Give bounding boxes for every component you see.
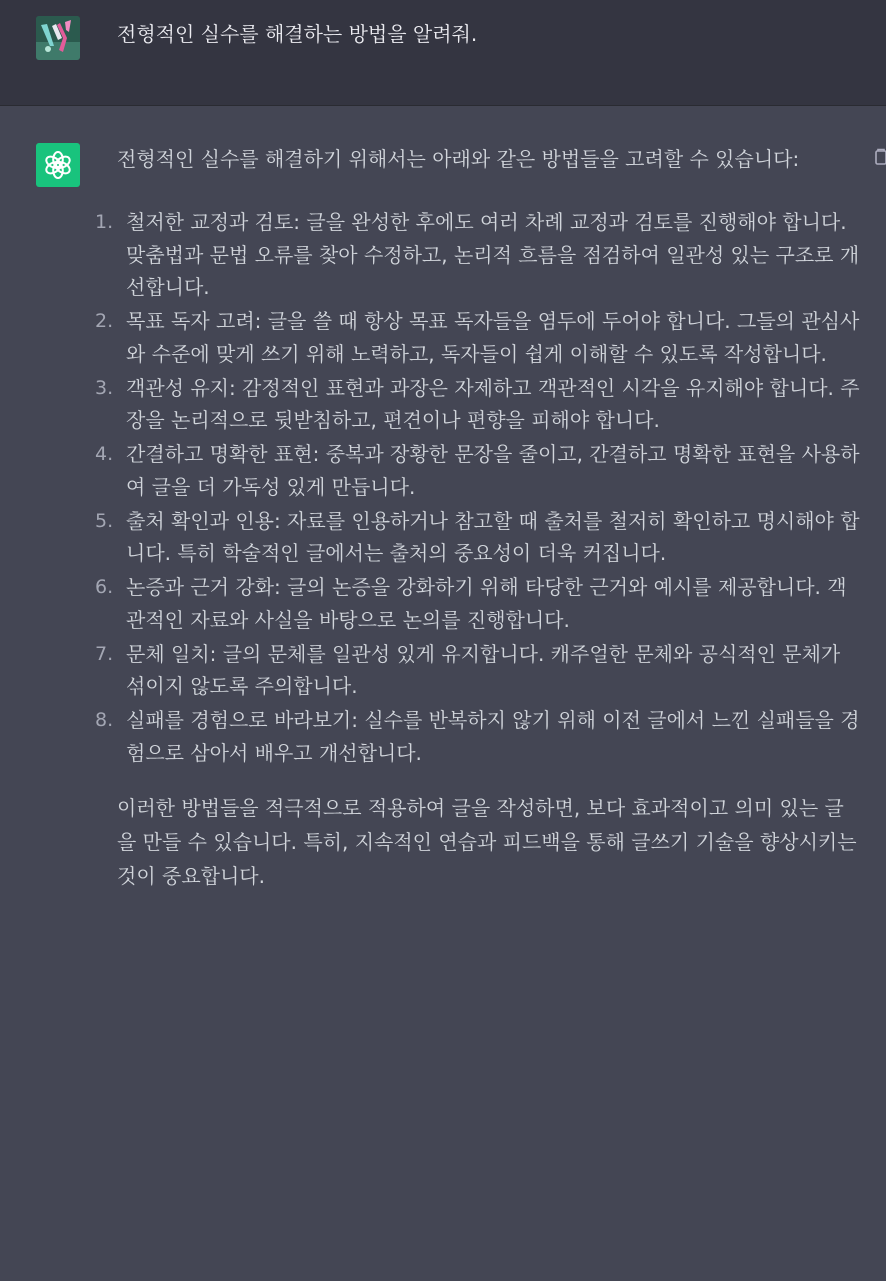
list-item: [95, 438, 862, 503]
list-item: [95, 372, 862, 437]
copy-icon[interactable]: [872, 148, 886, 166]
list-item-number: 2.: [95, 310, 114, 332]
user-message-row: [0, 0, 886, 106]
list-item-number: 4.: [95, 443, 114, 465]
list-item-text: 목표 독자 고려: 글을 쓸 때 항상 목표 독자들을 염두에 두어야 합니다. 그들의 관심사와 수준에 맞게 쓰기 위해 노력하고, 독자들이 쉽게 이해할 수 있도록 작성합니다.: [126, 309, 860, 366]
assistant-avatar: [36, 143, 80, 187]
list-item: [95, 638, 862, 703]
list-item-text: 논증과 근거 강화: 글의 논증을 강화하기 위해 타당한 근거와 예시를 제공합니다. 객관적인 자료와 사실을 바탕으로 논의를 진행합니다.: [126, 575, 847, 632]
assistant-intro-text: 전형적인 실수를 해결하기 위해서는 아래와 같은 방법들을 고려할 수 있습니다:: [117, 147, 800, 171]
list-item-text: 간결하고 명확한 표현: 중복과 장황한 문장을 줄이고, 간결하고 명확한 표현을 사용하여 글을 더 가독성 있게 만듭니다.: [126, 442, 860, 499]
list-item-text: 철저한 교정과 검토: 글을 완성한 후에도 여러 차례 교정과 검토를 진행해야 합니다. 맞춤법과 문법 오류를 찾아 수정하고, 논리적 흐름을 점검하여 일관성 있는 구조로 개선합니다.: [126, 210, 860, 299]
list-item: [95, 571, 862, 636]
assistant-message-content: [95, 143, 862, 893]
list-item-number: 7.: [95, 642, 114, 665]
list-item-number: 5.: [95, 509, 114, 532]
list-item-text: 객관성 유지: 감정적인 표현과 과장은 자제하고 객관적인 시각을 유지해야 합니다. 주장을 논리적으로 뒷받침하고, 편견이나 편향을 피해야 합니다.: [126, 375, 860, 432]
user-message-text: 전형적인 실수를 해결하는 방법을 알려줘.: [117, 22, 478, 46]
list-item-number: 3.: [95, 376, 114, 399]
user-avatar: [36, 16, 80, 60]
user-avatar-icon: [36, 16, 80, 60]
method-list: [95, 206, 862, 769]
list-item-number: 6.: [95, 576, 114, 598]
list-item: [95, 505, 862, 570]
list-item-text: 실패를 경험으로 바라보기: 실수를 반복하지 않기 위해 이전 글에서 느낀 실패들을 경험으로 삼아서 배우고 개선합니다.: [126, 708, 860, 765]
list-item: [95, 704, 862, 769]
list-item-number: 8.: [95, 709, 114, 731]
assistant-message-row: [0, 106, 886, 1281]
list-item: [95, 305, 862, 370]
assistant-outro-text: 이러한 방법들을 적극적으로 적용하여 글을 작성하면, 보다 효과적이고 의미 있는 글을 만들 수 있습니다. 특히, 지속적인 연습과 피드백을 통해 글쓰기 기술을 향상시키는 것이 중요합니다.: [117, 796, 857, 888]
list-item: [95, 206, 862, 304]
list-item-number: 1.: [95, 211, 114, 233]
list-item-text: 출처 확인과 인용: 자료를 인용하거나 참고할 때 출처를 철저히 확인하고 명시해야 합니다. 특히 학술적인 글에서는 출처의 중요성이 더욱 커집니다.: [126, 508, 860, 565]
list-item-text: 문체 일치: 글의 문체를 일관성 있게 유지합니다. 캐주얼한 문체와 공식적인 문체가 섞이지 않도록 주의합니다.: [126, 641, 841, 698]
openai-logo-icon: [43, 150, 73, 180]
